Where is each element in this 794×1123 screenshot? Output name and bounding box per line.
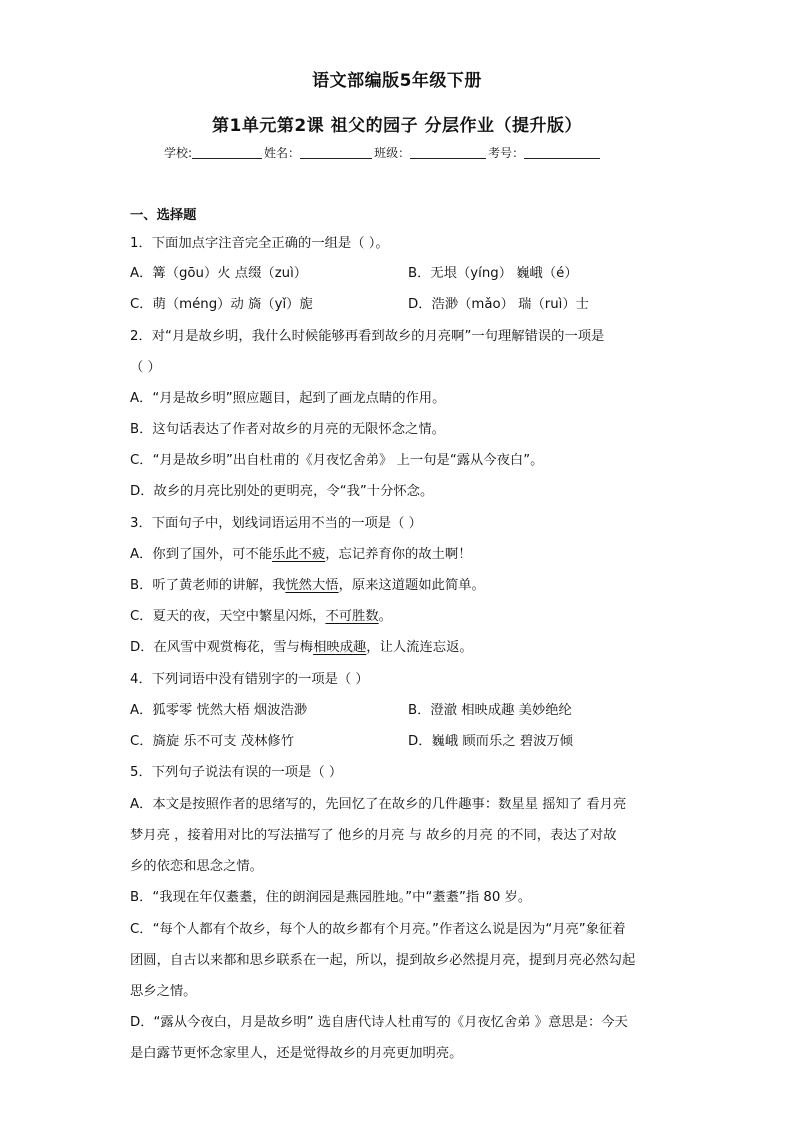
question-5-option-a-line3: 乡的依恋和思念之情。	[130, 859, 263, 874]
question-3-option-d	[130, 639, 473, 657]
option-text: ，原来这道题如此简单。	[338, 578, 485, 593]
school-label: 学校:	[164, 146, 193, 160]
question-2-option-b: B．这句话表达了作者对故乡的月亮的无限怀念之情。	[130, 422, 445, 437]
page-subtitle: 第1单元第2课 祖父的园子 分层作业（提升版）	[212, 116, 582, 136]
option-text: C．夏天的夜，天空中繁星闪烁，	[130, 609, 326, 624]
number-label: 考号：	[488, 146, 525, 160]
option-text: 。	[378, 609, 392, 624]
question-1-option-c: C．萌（méng）动 旖（yǐ）旎	[130, 297, 313, 312]
question-5-option-d-line2: 是白露节更怀念家里人，还是觉得故乡的月亮更加明亮。	[130, 1046, 463, 1061]
question-4-option-a: A．狐零零 恍然大梧 烟波浩渺	[130, 703, 308, 718]
question-4-option-c: C．旖旋 乐不可支 茂林修竹	[130, 734, 295, 749]
question-2-stem: 2．对“月是故乡明，我什么时候能够再看到故乡的月亮啊”一句理解错误的一项是	[130, 329, 605, 344]
question-5-option-d-line1: D．“露从今夜白，月是故乡明” 选自唐代诗人杜甫写的《月夜忆舍弟 》意思是：今天	[130, 1015, 628, 1030]
question-2-option-c: C．“月是故乡明”出自杜甫的《月夜忆舍弟》 上一句是“露从今夜白”。	[130, 453, 544, 468]
question-3-option-a	[130, 546, 472, 564]
section-heading: 一、选择题	[130, 208, 197, 223]
question-1-option-a: A．篝（gōu）火 点缀（zuì）	[130, 266, 308, 281]
question-1-stem: 1．下面加点字注音完全正确的一组是（ ）。	[130, 236, 389, 251]
question-1-option-d: D．浩渺（mǎo） 瑞（ruì）士	[408, 297, 589, 312]
question-5-option-a-line1: A．本文是按照作者的思绪写的，先回忆了在故乡的几件趣事：数星星 摇知了 看月亮	[130, 797, 627, 812]
question-2-paren: （ ）	[130, 360, 161, 375]
class-blank[interactable]	[410, 146, 486, 159]
name-label: 姓名：	[264, 146, 301, 160]
name-blank[interactable]	[300, 146, 372, 159]
question-3-option-c	[130, 608, 392, 626]
question-5-option-a-line2: 梦月亮 ，接着用对比的写法描写了 他乡的月亮 与 故乡的月亮 的不同，表达了对故	[130, 828, 617, 843]
option-text: A．你到了国外，可不能	[130, 547, 273, 562]
option-text: B．听了黄老师的讲解，我	[130, 578, 286, 593]
option-text: ，忘记养育你的故土啊！	[325, 547, 472, 562]
question-1-option-b: B．无垠（yíng） 巍峨（é）	[408, 266, 578, 281]
option-text: ，让人流连忘返。	[366, 640, 473, 655]
page-title: 语文部编版5年级下册	[312, 71, 482, 91]
question-3-stem: 3．下面句子中，划线词语运用不当的一项是（ ）	[130, 516, 422, 531]
question-4-option-b: B．澄澈 相映成趣 美妙绝纶	[408, 703, 572, 718]
question-2-option-a: A．“月是故乡明”照应题目，起到了画龙点睛的作用。	[130, 391, 446, 406]
question-2-option-d: D．故乡的月亮比别处的更明亮，令“我”十分怀念。	[130, 484, 434, 499]
question-5-stem: 5．下列句子说法有误的一项是（ ）	[130, 765, 343, 780]
school-blank[interactable]	[192, 146, 262, 159]
class-label: 班级：	[374, 146, 411, 160]
question-5-option-c-line2: 团圆，自古以来都和思乡联系在一起，所以，提到故乡必然提月亮，提到月亮必然勾起	[130, 953, 636, 968]
question-5-option-c-line3: 思乡之情。	[130, 984, 197, 999]
number-blank[interactable]	[524, 146, 600, 159]
option-text: D．在风雪中观赏梅花，雪与梅	[130, 640, 314, 655]
underlined-phrase: 不可胜数	[325, 609, 379, 624]
question-3-option-b	[130, 577, 485, 595]
question-5-option-c-line1: C．“每个人都有个故乡，每个人的故乡都有个月亮。”作者这么说是因为“月亮”象征着	[130, 922, 626, 937]
question-4-stem: 4．下列词语中没有错别字的一项是（ ）	[130, 672, 369, 687]
underlined-phrase: 相映成趣	[313, 640, 367, 655]
question-5-option-b: B．“我现在年仅耋耋，住的朗润园是燕园胜地。”中“耋耋”指 80 岁。	[130, 890, 532, 905]
question-4-option-d: D．巍峨 顾而乐之 碧波万倾	[408, 734, 573, 749]
underlined-phrase: 乐此不疲	[272, 547, 326, 562]
underlined-phrase: 恍然大悟	[285, 578, 339, 593]
student-info-line	[164, 144, 644, 161]
